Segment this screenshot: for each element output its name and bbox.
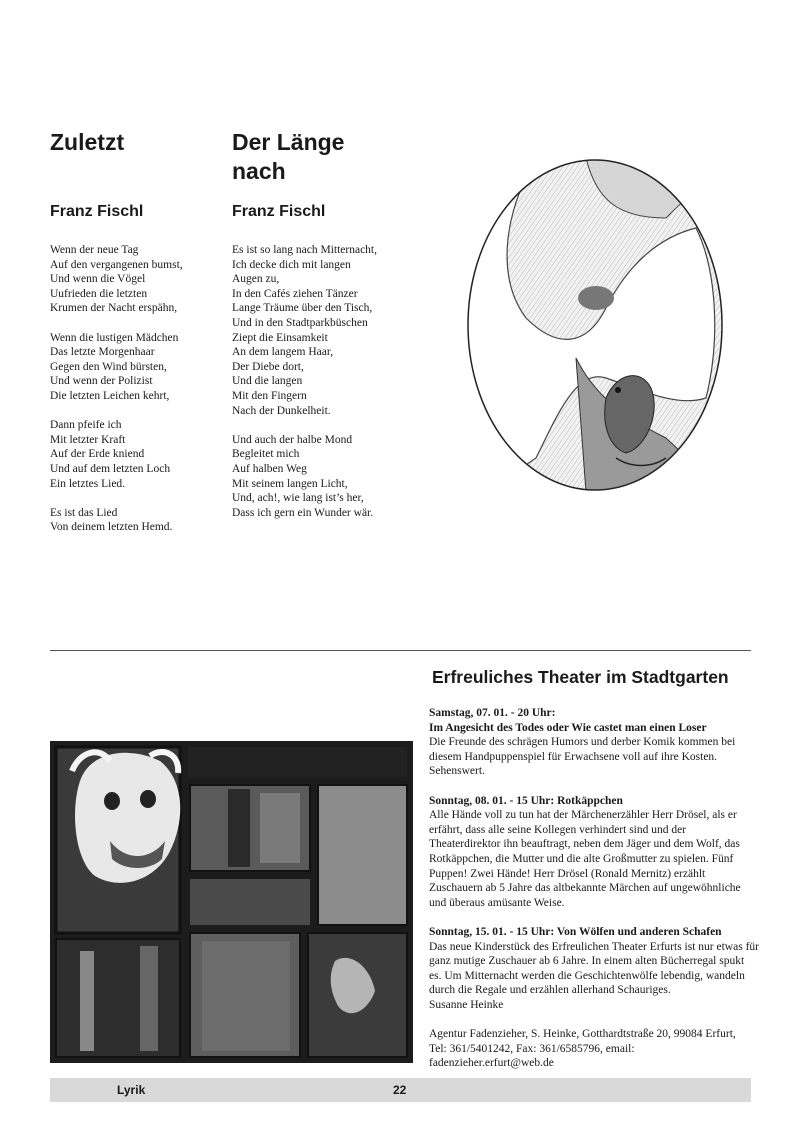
event-list — [429, 706, 759, 1071]
author-signature: Susanne Heinke — [429, 998, 504, 1011]
verse-line: Und in den Stadtparkbüschen — [232, 316, 368, 329]
contact-info — [429, 1027, 759, 1071]
poem-author: Franz Fischl — [50, 203, 144, 220]
verse-line: Und, ach!, wie lang ist’s her, — [232, 492, 364, 505]
stanza — [232, 243, 377, 418]
oval-etching-illustration — [466, 158, 724, 492]
stanza — [50, 506, 183, 535]
poem-title-line: nach — [232, 158, 286, 184]
verse-line: In den Cafés ziehen Tänzer — [232, 287, 358, 300]
verse-line: Auf der Erde kniend — [50, 448, 145, 461]
event-heading: Im Angesicht des Todes oder Wie castet man einen Loser — [429, 721, 707, 734]
verse-line: Lange Träume über den Tisch, — [232, 302, 373, 315]
event-entry — [429, 925, 759, 1013]
verse-line: Gegen den Wind bürsten, — [50, 360, 167, 373]
verse-line: Uufrieden die letzten — [50, 287, 148, 300]
verse-line: Und auch der halbe Mond — [232, 433, 353, 446]
verse-line: Mit den Fingern — [232, 389, 307, 402]
verse-line: Dass ich gern ein Wunder wär. — [232, 506, 374, 519]
verse-line: Krumen der Nacht erspähn, — [50, 302, 178, 315]
verse-line: Und auf dem letzten Loch — [50, 462, 171, 475]
verse-line: Nach der Dunkelheit. — [232, 404, 331, 417]
stanza — [50, 243, 183, 316]
verse-line: Auf halben Weg — [232, 462, 307, 475]
verse-line: Begleitet mich — [232, 448, 300, 461]
poem-title — [50, 128, 124, 157]
verse-line: Und die langen — [232, 375, 303, 388]
contact-line: Tel: 361/5401242, Fax: 361/6585796, email: fadenzieher.erfurt@web.de — [429, 1042, 635, 1070]
verse-line: Der Diebe dort, — [232, 360, 304, 373]
verse-line: Und wenn die Vögel — [50, 273, 146, 286]
stanza — [232, 433, 377, 521]
poem-body — [232, 243, 377, 535]
stanza — [50, 418, 183, 491]
event-description: Das neue Kinderstück des Erfreulichen Theater Erfurts ist nur etwas für ganz mutige Zuschauer ab 6 Jahre. In einem alten Bücherregal spukt es. Um Mitternacht werden die Geschichtenwölfe lebendig, wandeln durch die Regale und erzählen allerhand Schauriges. — [429, 940, 759, 997]
verse-line: Von deinem letzten Hemd. — [50, 521, 173, 534]
verse-line: Dann pfeife ich — [50, 419, 122, 432]
verse-line: Mit letzter Kraft — [50, 433, 126, 446]
verse-line: Es ist so lang nach Mitternacht, — [232, 244, 377, 256]
puppet-bookshelf-photo — [50, 741, 413, 1063]
poem-title — [232, 128, 344, 186]
event-heading: Samstag, 07. 01. - 20 Uhr: — [429, 707, 556, 719]
contact-line: Agentur Fadenzieher, S. Heinke, Gotthardtstraße 20, 99084 Erfurt, — [429, 1028, 736, 1041]
poem-title-line: Der Länge — [232, 129, 345, 155]
event-description: Alle Hände voll zu tun hat der Märchenerzähler Herr Drösel, als er erfährt, dass alle seine Kollegen verhindert sind und der Theaterdirektor ihn beauftragt, neben dem Jäger und dem Wolf, das Rotkäppchen, die Mutter und die alte Großmutter zu spielen. Fünf Puppen! Zwei Hände! Herr Drösel (Ronald Mernitz) erzählt Zuschauern ab 5 Jahre das altbekannte Märchen auf ungewöhnliche und überaus amüsante Weise. — [429, 809, 741, 909]
event-entry — [429, 794, 759, 911]
event-description: Die Freunde des schrägen Humors und derber Komik kommen bei diesem Handpuppenspiel für Erwachsene voll auf ihre Kosten. Sehenswert. — [429, 736, 736, 778]
section-divider — [50, 650, 751, 651]
footer-section-label: Lyrik — [117, 1083, 146, 1097]
verse-line: Das letzte Morgenhaar — [50, 346, 155, 359]
poem-body — [50, 243, 183, 549]
verse-line: An dem langem Haar, — [232, 346, 334, 359]
verse-line: Auf den vergangenen bumst, — [50, 258, 183, 271]
verse-line: Mit seinem langen Licht, — [232, 477, 348, 490]
event-entry — [429, 706, 759, 779]
verse-line: Augen zu, — [232, 273, 280, 286]
verse-line: Ich decke dich mit langen — [232, 258, 351, 271]
verse-line: Ein letztes Lied. — [50, 477, 126, 490]
verse-line: Wenn der neue Tag — [50, 244, 139, 256]
verse-line: Wenn die lustigen Mädchen — [50, 331, 179, 344]
stanza — [50, 331, 183, 404]
verse-line: Und wenn der Polizist — [50, 375, 153, 388]
poem-title-line: Zuletzt — [50, 129, 125, 155]
section-title: Erfreuliches Theater im Stadtgarten — [432, 667, 729, 687]
event-heading: Sonntag, 15. 01. - 15 Uhr: Von Wölfen und anderen Schafen — [429, 925, 722, 938]
verse-line: Ziept die Einsamkeit — [232, 331, 328, 344]
poem-author: Franz Fischl — [232, 203, 326, 220]
page-number: 22 — [393, 1083, 407, 1097]
verse-line: Die letzten Leichen kehrt, — [50, 389, 170, 402]
verse-line: Es ist das Lied — [50, 506, 118, 519]
event-heading: Sonntag, 08. 01. - 15 Uhr: Rotkäppchen — [429, 794, 623, 807]
